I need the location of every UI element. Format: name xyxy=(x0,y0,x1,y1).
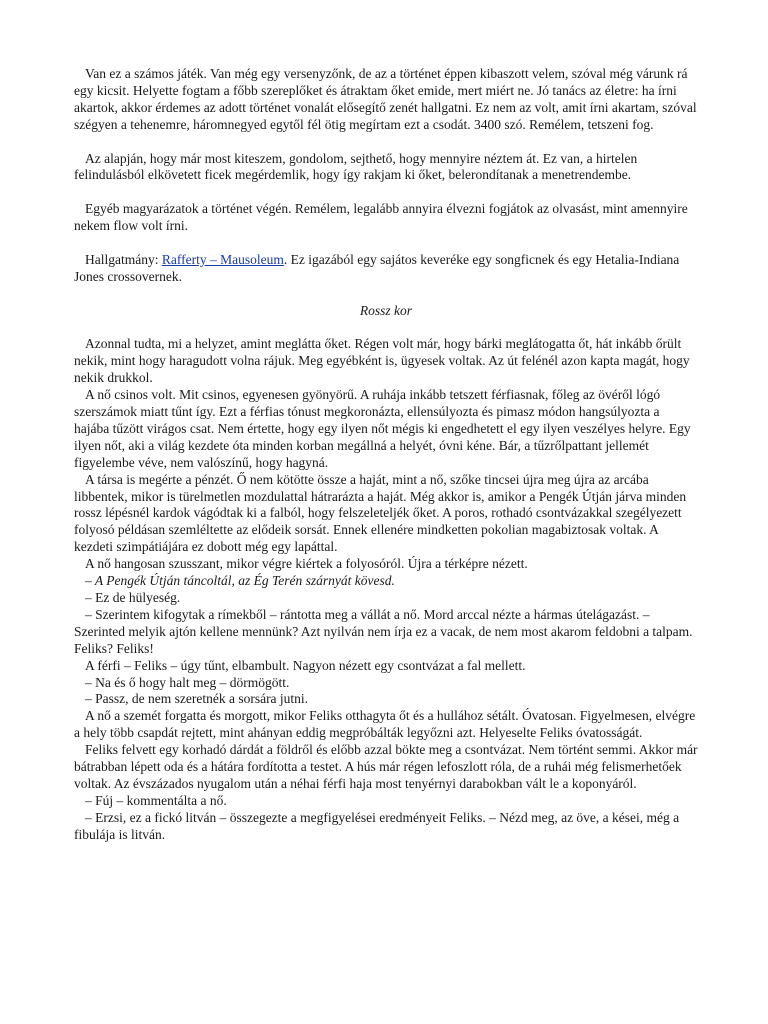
story-dialogue-line: – Passz, de nem szeretnék a sorsára jutni. xyxy=(85,691,309,707)
story-dialogue-line: – Szerintem kifogytak a rímekből – rántotta meg a vállát a nő. Mord arccal nézte a hármas útelágazást. – Szerinted melyik ajtón kellene mennünk? Azt nyilván nem írja ez a vacak, de nem most akarom feldobni a talpam. Feliks? Feliks! xyxy=(74,606,693,656)
story-dialogue-line: – Na és ő hogy halt meg – dörmögött. xyxy=(85,674,290,690)
story-dialogue-line: – Fúj – kommentálta a nő. xyxy=(85,792,227,808)
story-paragraph: A nő hangosan szusszant, mikor végre kiértek a folyosóról. Újra a térképre nézett. xyxy=(85,556,528,572)
music-note-paragraph xyxy=(74,252,698,286)
story-dialogue-line: – Ez de hülyeség. xyxy=(85,590,181,606)
story-paragraph: A társa is megérte a pénzét. Ő nem kötötte össze a haját, mint a nő, szőke tincsei újra meg újra az arcába libbentek, mikor is türelmetlen mozdulattal hátrarázta a haját. Még akkor is, amikor a Pengék Útján járva minden rossz lépésnél kardok vágódtak ki a falból, hogy felszeleteljék őket. A poros, rothadó csontvázakkal szegélyezett folyosó példásan szemléltette az elődeik sorsát. Ennek ellenére mindketten pokolian magabiztosak voltak. A kezdeti szimpátiájára ez dobott még egy lapáttal. xyxy=(74,471,687,555)
story-paragraph: A nő csinos volt. Mit csinos, egyenesen gyönyörű. A ruhája inkább tetszett férfiasnak, főleg az övéről lógó szerszámok miatt tűnt így. Ezt a férfias tónust megkoronázta, ellensúlyozta és pimasz módon hangsúlyozta a hajába tűzött virágos csat. Nem értette, hogy egy ilyen nőt mégis ki engedhetett el egy ilyen veszélyes helyre. Egy ilyen nőt, aki a világ kezdete óta minden korban megállná a helyét, óvni kéne. Bár, a tűzrőlpattant jellemét figyelembe véve, nem valószínű, hogy hagyná. xyxy=(74,387,691,470)
story-dialogue-line: – Erzsi, ez a fickó litván – összegezte a megfigyelései eredményeit Feliks. – Nézd meg, az öve, a kései, még a fibulája is litván. xyxy=(74,809,680,842)
intro-paragraph-3: Egyéb magyarázatok a történet végén. Remélem, legalább annyira élvezni fogjátok az olvasást, mint amennyire nekem flow volt írni. xyxy=(74,201,688,234)
story-paragraph: Feliks felvett egy korhadó dárdát a földről és előbb azzal bökte meg a csontvázat. Nem történt semmi. Akkor már bátrabban lépett oda és a hátára fordította a testet. A hús már régen lefoszlott róla, de a ruhái még felismerhetőek voltak. Az évszázados nyugalom után a néhai férfi haja most tenyérnyi darabokban vált le a koponyáról. xyxy=(74,742,698,791)
story-paragraph: A nő a szemét forgatta és morgott, mikor Feliks otthagyta őt és a hullához sétált. Óvatosan. Figyelmesen, elvégre a hely több csapdát rejtett, mint ahányan eddig megpróbálták legyőzni azt. Helyeselte Feliks óvatosságát. xyxy=(74,708,696,741)
music-link[interactable]: Rafferty – Mausoleum xyxy=(161,251,284,267)
intro-paragraph-2: Az alapján, hogy már most kiteszem, gondolom, sejthető, hogy mennyire néztem át. Ez van, a hirtelen felindulásból elkövetett ficek megérdemlik, hogy így rakjam ki őket, belerondítanak a menetrendembe. xyxy=(74,150,638,183)
story-paragraph: Azonnal tudta, mi a helyzet, amint meglátta őket. Régen volt már, hogy bárki meglátogatta őt, hát inkább őrült nekik, mint hogy haragudott volna rájuk. Meg egyébként is, ügyesek voltak. Az út felénél azon kapta magát, hogy nekik drukkol. xyxy=(74,336,690,386)
story-paragraph: A férfi – Feliks – úgy tűnt, elbambult. Nagyon nézett egy csontvázat a fal mellett. xyxy=(85,657,526,673)
story-title: Rossz kor xyxy=(359,302,413,318)
document-page xyxy=(74,66,698,844)
music-note-suffix: . Ez igazából egy sajátos keveréke egy songficnek és egy Hetalia-Indiana Jones crossovernek. xyxy=(74,251,680,284)
music-note-prefix: Hallgatmány: xyxy=(85,251,162,267)
story-dialogue-line: – A Pengék Útján táncoltál, az Ég Terén szárnyát kövesd. xyxy=(85,573,395,589)
intro-paragraph-1: Van ez a számos játék. Van még egy versenyzőnk, de az a történet éppen kibaszott velem, szóval még várunk rá egy kicsit. Helyette fogtam a főbb szereplőket és átraktam őket emide, mert miért ne. Jó tanács az életre: ha írni akartok, akkor érdemes az adott történet vonalát elősegítő zenét hallgatni. Ez nem az volt, amit írni akartam, szóval szégyen a tehenemre, háromnegyed egytől fél ötig megírtam ezt a csodát. 3400 szó. Remélem, tetszeni fog. xyxy=(74,66,697,132)
